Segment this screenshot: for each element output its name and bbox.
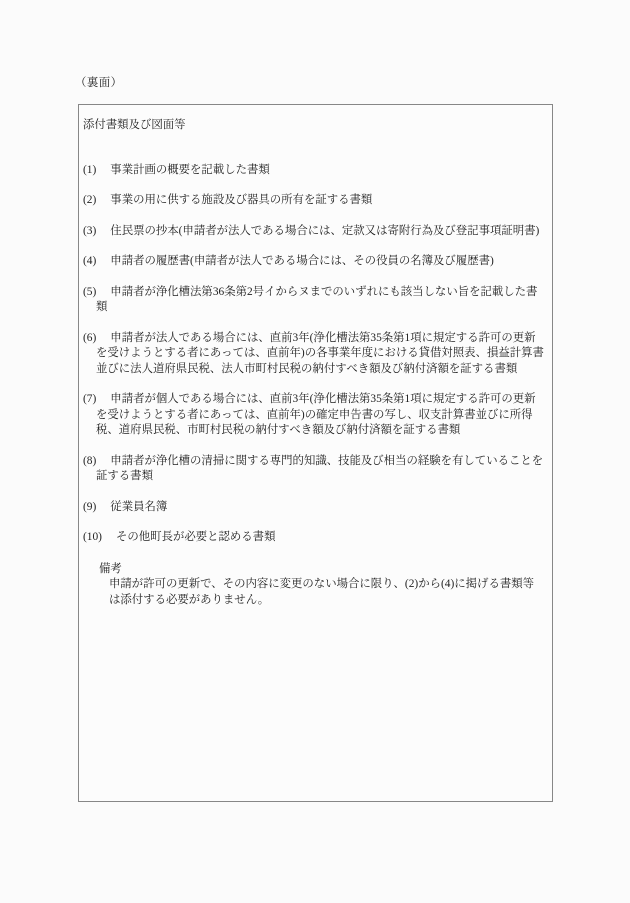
item-text: 申請者が浄化槽の清掃に関する専門的知識、技能及び相当の経験を有していることを証する書類	[96, 454, 544, 482]
item-number: (9)	[83, 500, 97, 513]
remarks-text: 申請が許可の更新で、その内容に変更のない場合に限り、(2)から(4)に掲げる書類等は添付する必要がありません。	[109, 578, 535, 606]
item-number: (5)	[83, 285, 97, 298]
remarks-section	[83, 562, 544, 609]
item-number: (2)	[83, 194, 97, 206]
item-text: 申請者が法人である場合には、直前3年(浄化槽法第35条第1項に規定する許可の更新を受けようとする者にあっては、直前年)の各事業年度における貸借対照表、損益計算書並びに法人道府県民税、法人市町村民税の納付すべき額及び納付済額を証する書類	[96, 331, 544, 375]
list-item	[83, 454, 544, 485]
list-item	[83, 254, 544, 270]
list-item	[83, 193, 544, 209]
side-label: （裏面）	[75, 77, 123, 89]
item-text: 申請者の履歴書(申請者が法人である場合には、その役員の名簿及び履歴書)	[110, 255, 494, 267]
list-item	[83, 163, 544, 179]
attachments-box	[78, 104, 553, 802]
item-text: 従業員名簿	[110, 500, 168, 513]
item-text: 申請者が浄化槽法第36条第2号イからヌまでのいずれにも該当しない旨を記載した書類	[96, 285, 538, 313]
item-number: (7)	[83, 393, 97, 405]
item-number: (1)	[83, 163, 97, 176]
item-text: 事業の用に供する施設及び器具の所有を証する書類	[110, 194, 373, 206]
attachments-title: 添付書類及び図面等	[83, 119, 186, 131]
remarks-label: 備考	[99, 562, 122, 575]
attachment-list	[83, 163, 544, 546]
list-item	[83, 530, 544, 546]
list-item	[83, 392, 544, 439]
item-number: (8)	[83, 454, 97, 467]
item-text: 住民票の抄本(申請者が法人である場合には、定款又は寄附行為及び登記事項証明書)	[110, 224, 540, 237]
item-text: 事業計画の概要を記載した書類	[110, 163, 270, 176]
item-number: (3)	[83, 224, 97, 237]
list-item	[83, 224, 544, 240]
list-item	[83, 285, 544, 316]
list-item	[83, 500, 544, 516]
item-text: その他町長が必要と認める書類	[115, 531, 276, 543]
item-number: (6)	[83, 331, 97, 344]
list-item	[83, 331, 544, 378]
item-number: (10)	[83, 531, 102, 543]
item-number: (4)	[83, 255, 97, 267]
item-text: 申請者が個人である場合には、直前3年(浄化槽法第35条第1項に規定する許可の更新を受けようとする者にあっては、直前年)の確定申告書の写し、収支計算書並びに所得税、道府県民税、市町村民税の納付すべき額及び納付済額を証する書類	[96, 393, 536, 436]
